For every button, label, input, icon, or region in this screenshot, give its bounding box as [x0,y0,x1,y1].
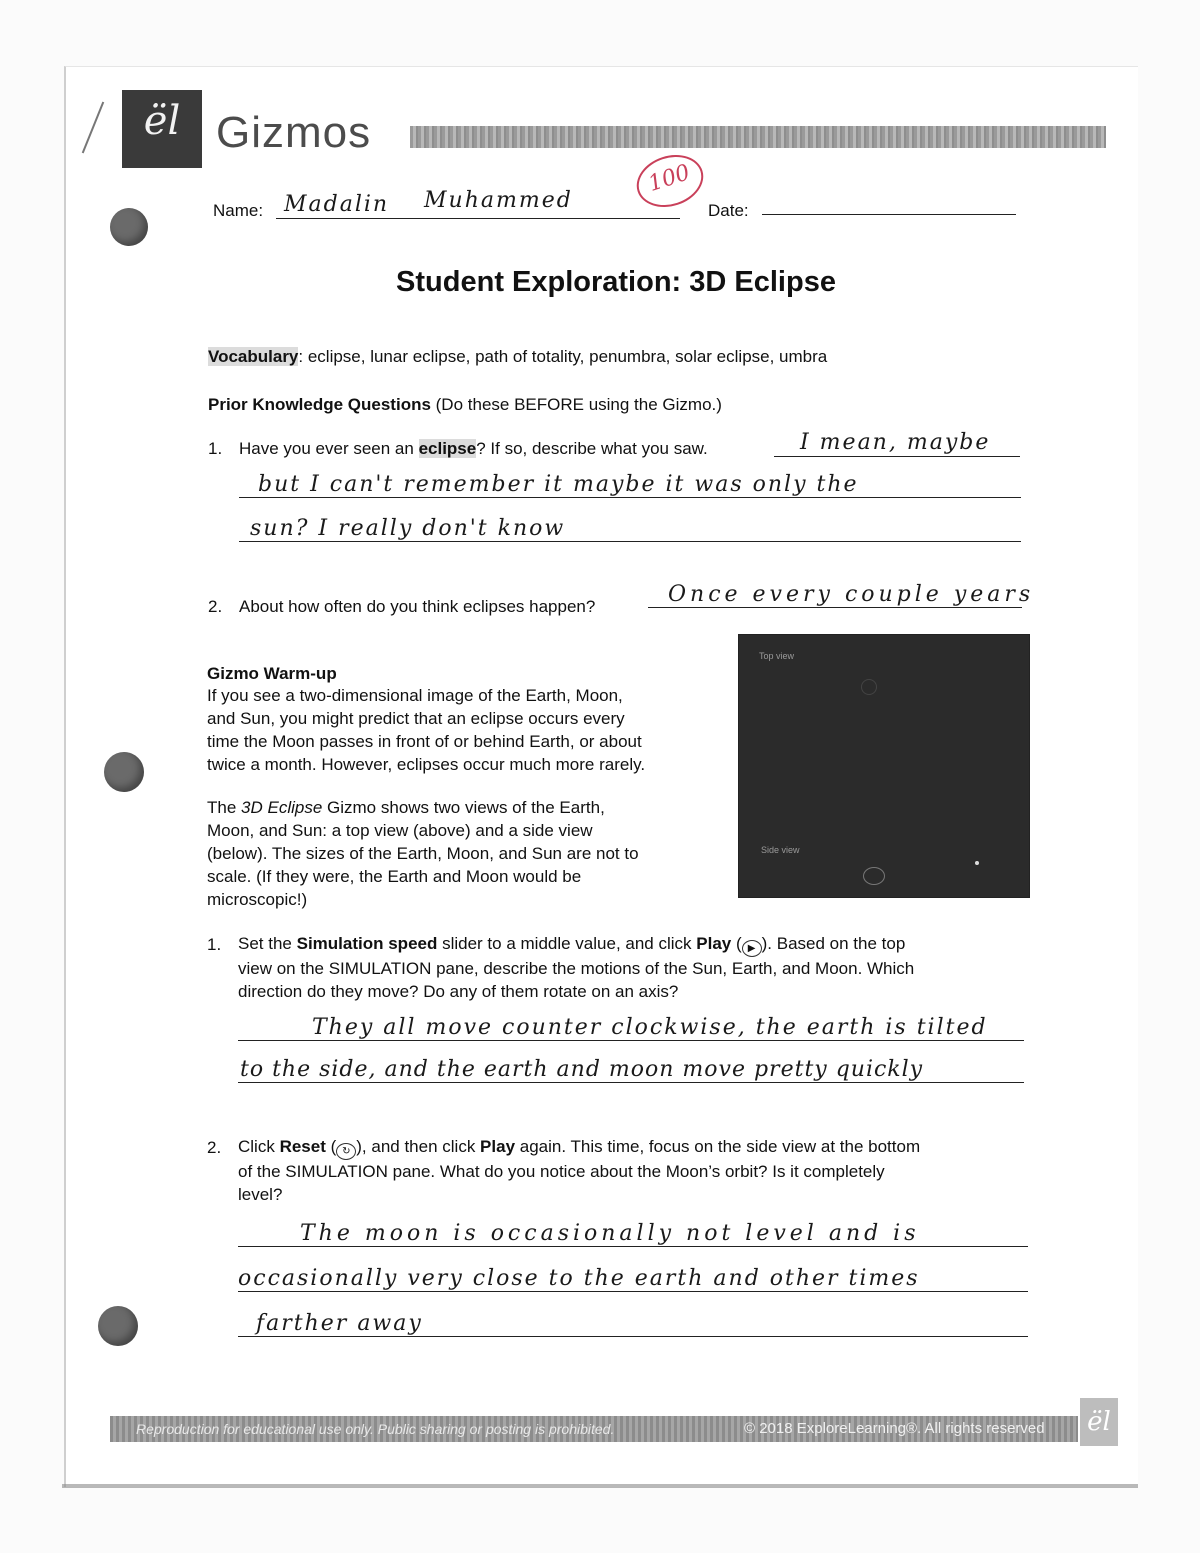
sim-top-view-label: Top view [759,651,795,661]
punch-hole-top [110,208,148,246]
grade-value: 100 [645,160,694,197]
warmup-p2-line [207,796,639,819]
sun-icon [861,679,877,695]
q1-c: slider to a middle value, and click [437,934,697,953]
moon-icon [975,861,979,865]
prior-q1-line-1 [774,456,1020,457]
q2-answer-1: The moon is occasionally not level and is [300,1221,920,1246]
play-icon: ▶ [742,940,762,957]
warmup-paragraph-1 [207,684,645,776]
sim-side-view-label: Side view [761,845,800,855]
header-bar [410,126,1106,148]
q2-answer-3: farther away [256,1311,423,1336]
warmup-p2-line: scale. (If they were, the Earth and Moon would be [207,867,582,886]
warmup-p1-line: If you see a two-dimensional image of the Earth, Moon, [207,686,623,705]
q1-line-1 [238,932,914,957]
date-label: Date: [708,201,749,220]
q1-text [238,932,914,1003]
footer-notice: Reproduction for educational use only. Public sharing or posting is prohibited. [136,1421,615,1437]
earth-icon [863,867,885,885]
date-line [762,214,1016,215]
warmup-p1-line: time the Moon passes in front of or behind Earth, or about [207,732,642,751]
prior-q1-line-2 [239,497,1021,498]
warmup-p2-line: microscopic!) [207,890,308,909]
warmup-p1-line: and Sun, you might predict that an eclipse occurs every [207,709,625,728]
q1-d: Play [696,934,732,953]
q2-c: ( [325,1137,337,1156]
prior-q1-text [239,437,708,460]
vocabulary-label: Vocabulary [208,347,299,366]
prior-q1-answer-3: sun? I really don't know [250,516,566,541]
name-last-handwriting: Muhammed [424,188,573,213]
prior-q1-number: 1. [208,439,223,458]
warmup-heading: Gizmo Warm-up [207,664,337,683]
warmup-p2-post: Gizmo shows two views of the Earth, [322,798,605,817]
q2-answer-line-2 [238,1291,1028,1292]
footer-copyright: © 2018 ExploreLearning®. All rights reserved [744,1420,1045,1437]
vocabulary-terms: : eclipse, lunar eclipse, path of totality, penumbra, solar eclipse, umbra [298,347,828,366]
q1-b: Simulation speed [296,934,438,953]
warmup-p2-line: Moon, and Sun: a top view (above) and a side view [207,821,593,840]
q1-f: ). Based on the top [761,934,906,953]
warmup-paragraph-2 [207,796,639,911]
warmup-p1-line: twice a month. However, eclipses occur much more rarely. [207,755,646,774]
q1-line-3: direction do they move? Do any of them rotate on an axis? [238,982,679,1001]
q1-answer-line-1 [238,1040,1024,1041]
name-label: Name: [213,201,264,220]
q2-answer-2: occasionally very close to the earth and other times [238,1266,920,1291]
prior-q2-answer: Once every couple years [668,582,1035,607]
q2-number: 2. [207,1138,222,1157]
q1-number: 1. [207,935,222,954]
prior-q1-answer-1: I mean, maybe [800,430,991,455]
warmup-p2-line: (below). The sizes of the Earth, Moon, and Sun are not to [207,844,639,863]
prior-knowledge-heading [208,393,722,416]
q2-a: Click [238,1137,280,1156]
prior-q2-number: 2. [208,597,223,616]
prior-q1-after: ? If so, describe what you saw. [476,439,708,458]
prior-q1-before: Have you ever seen an [239,439,419,458]
q1-answer-1: They all move counter clockwise, the earth is tilted [312,1015,988,1040]
q1-answer-line-2 [238,1082,1024,1083]
prior-note: (Do these BEFORE using the Gizmo.) [430,395,722,414]
q2-text [238,1135,920,1206]
brand-title: Gizmos [216,108,372,157]
prior-q2-line [648,607,1022,608]
q2-line-2: of the SIMULATION pane. What do you notice about the Moon’s orbit? Is it completely [238,1162,885,1181]
prior-q2-text: About how often do you think eclipses happen? [239,597,596,616]
page-edge [62,1484,1138,1488]
warmup-p2-italic: 3D Eclipse [241,798,323,817]
prior-q1-answer-2: but I can't remember it maybe it was only the [258,472,859,497]
vocabulary-line [208,345,827,368]
q2-line-1 [238,1135,920,1160]
name-line [276,218,680,219]
simulation-screenshot [738,634,1030,898]
q2-line-3: level? [238,1185,283,1204]
q1-a: Set the [238,934,297,953]
q2-f: again. This time, focus on the side view at the bottom [515,1137,921,1156]
q1-e: ( [731,934,742,953]
name-first-handwriting: Madalin [284,192,390,217]
q2-answer-line-3 [238,1336,1028,1337]
q2-answer-line-1 [238,1246,1028,1247]
q2-e: Play [480,1137,516,1156]
prior-q1-bold: eclipse [418,439,477,458]
reset-icon: ↻ [336,1143,356,1160]
logo-glyph: ël [143,98,181,144]
punch-hole-bottom [98,1306,138,1346]
punch-hole-middle [104,752,144,792]
q2-b: Reset [279,1137,326,1156]
page-title: Student Exploration: 3D Eclipse [396,266,836,298]
prior-heading: Prior Knowledge Questions [208,395,431,414]
q1-answer-2: to the side, and the earth and moon move pretty quickly [240,1057,924,1082]
warmup-p2-pre: The [207,798,242,817]
footer-logo: ël [1080,1398,1118,1446]
gizmos-logo [122,90,202,168]
q2-d: ), and then click [356,1137,481,1156]
prior-q1-line-3 [239,541,1021,542]
q1-line-2: view on the SIMULATION pane, describe the motions of the Sun, Earth, and Moon. Which [238,959,915,978]
